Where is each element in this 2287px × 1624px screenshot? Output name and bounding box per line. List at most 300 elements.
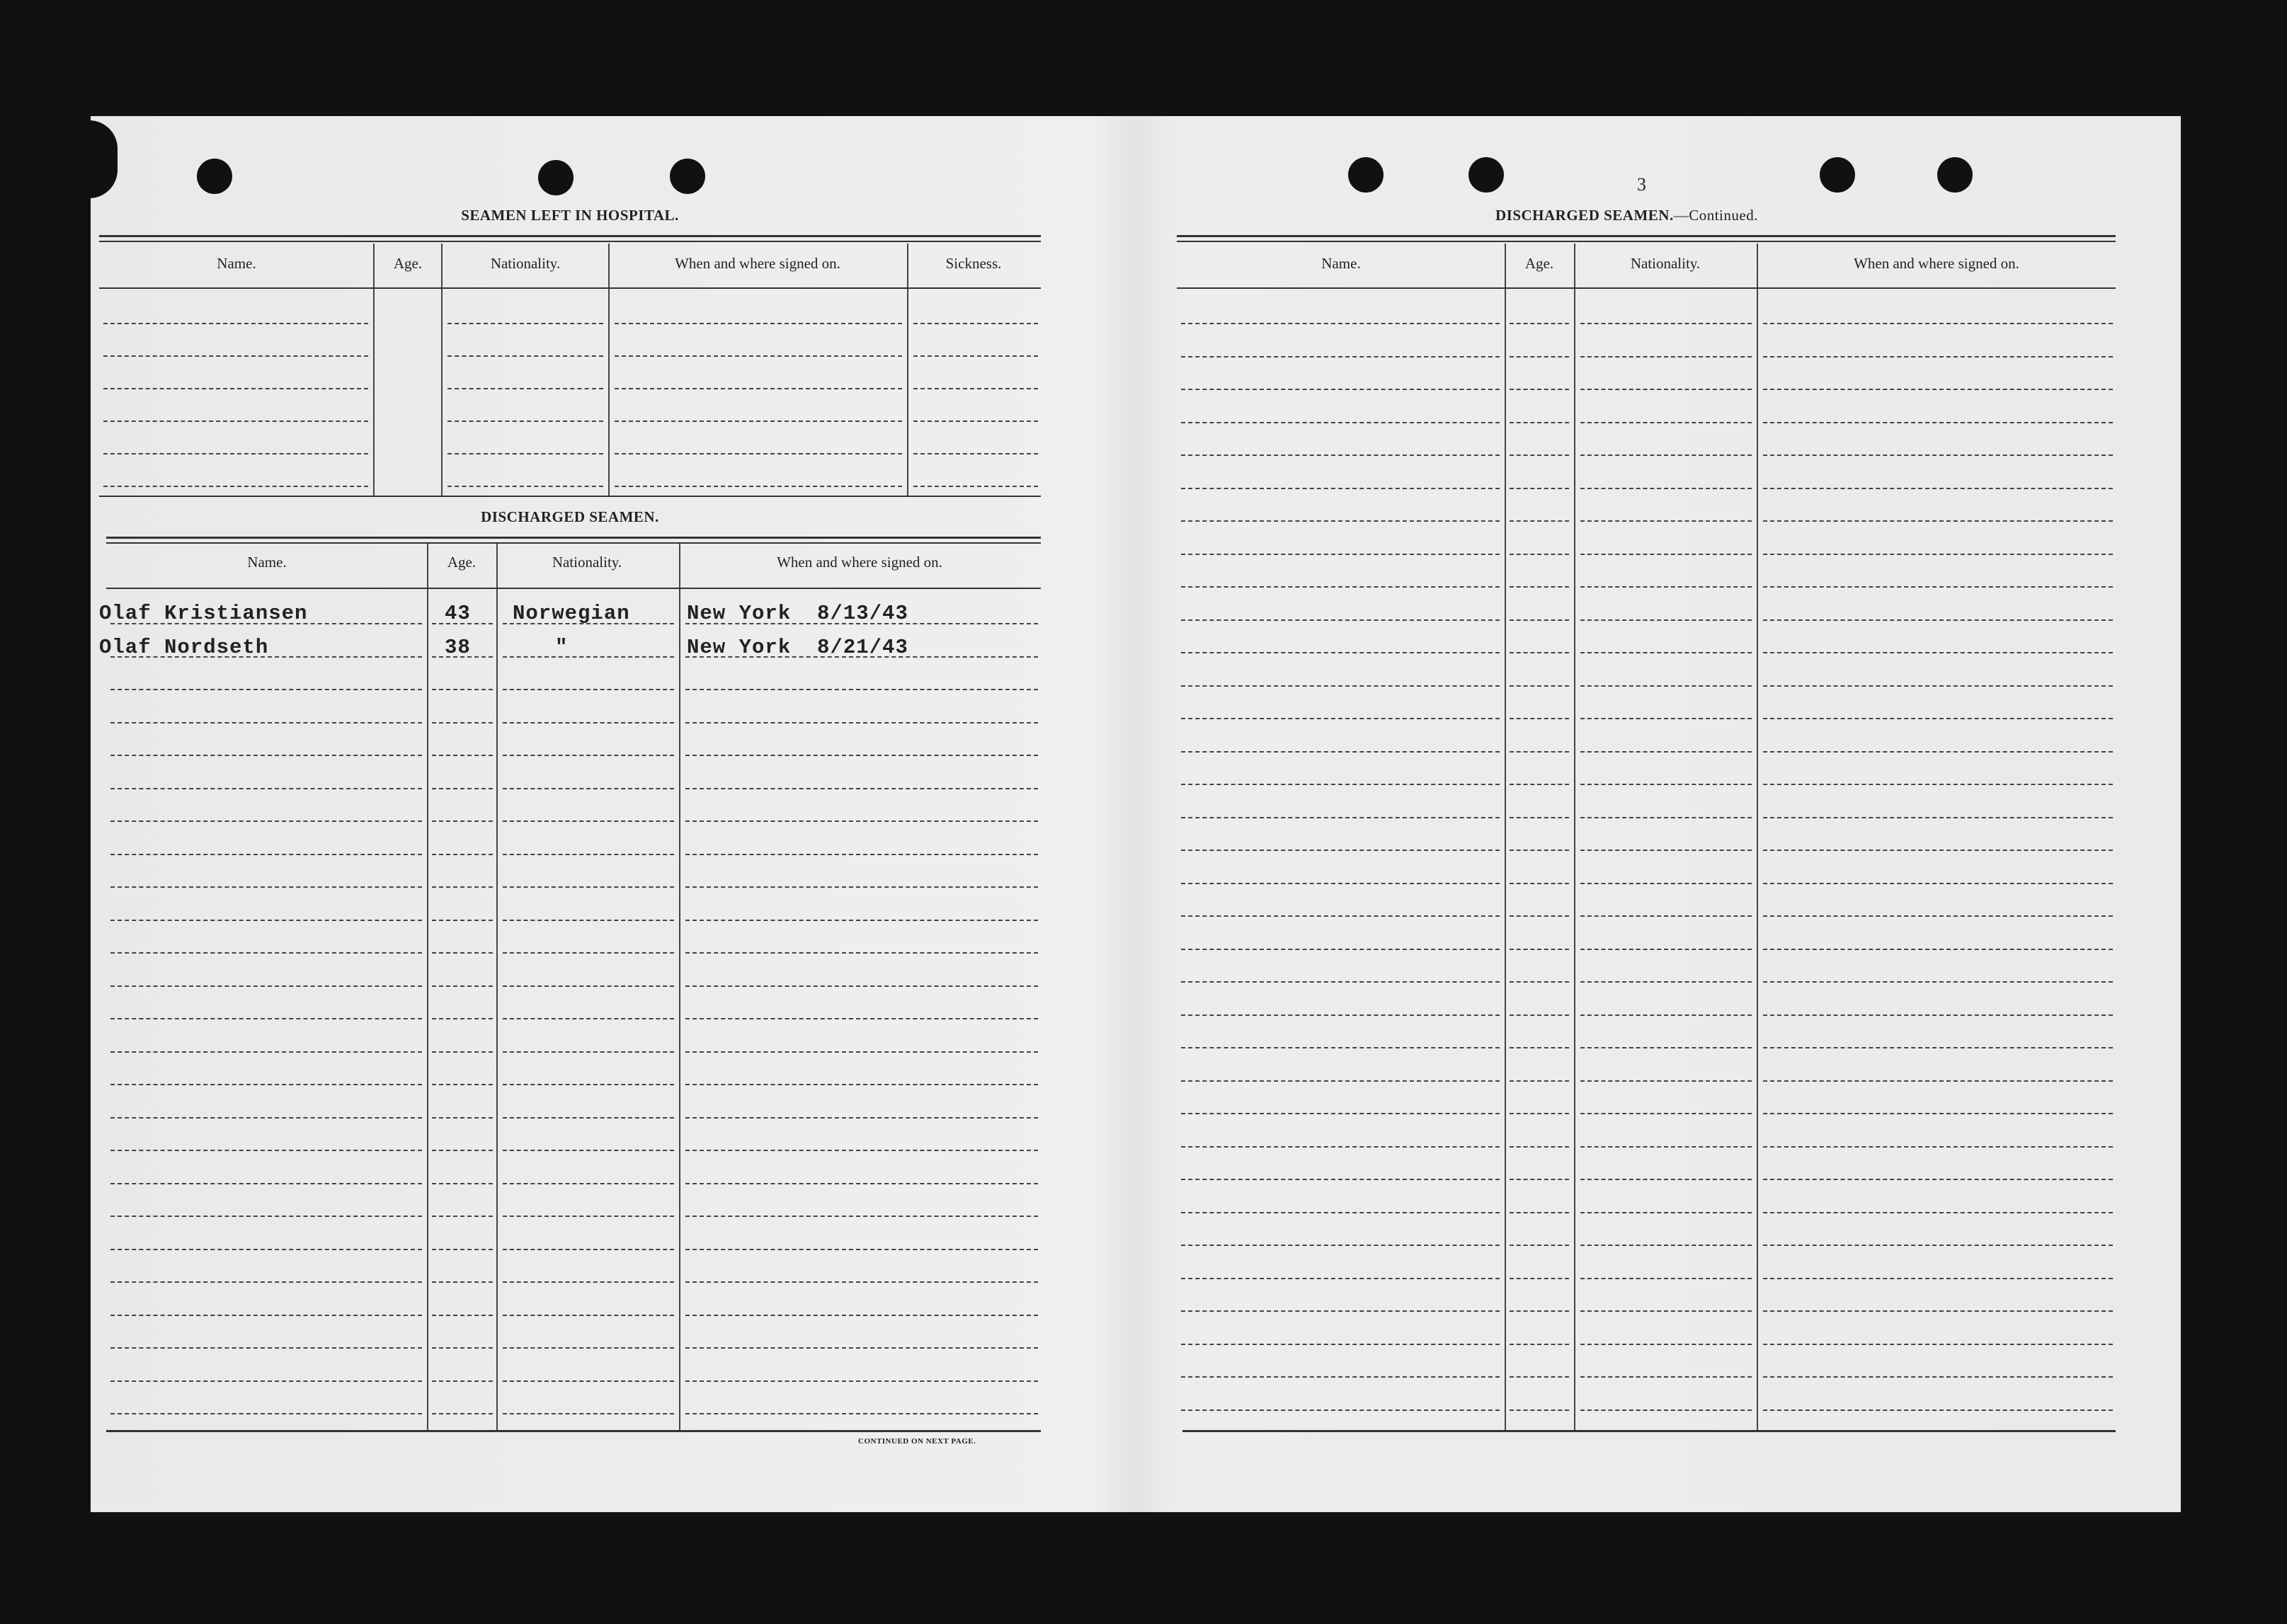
ruled-line bbox=[110, 1216, 422, 1217]
ruled-line bbox=[1510, 1376, 1569, 1378]
ruled-line bbox=[1763, 422, 2113, 423]
ruled-line bbox=[1763, 1080, 2113, 1082]
right-top-rule bbox=[1177, 241, 2116, 242]
ruled-line bbox=[503, 886, 674, 888]
ruled-line bbox=[1181, 850, 1500, 851]
ruled-line bbox=[503, 1315, 674, 1316]
ruled-line bbox=[1763, 751, 2113, 753]
column-divider bbox=[1505, 244, 1506, 1430]
ruled-line bbox=[1181, 652, 1500, 653]
punch-hole bbox=[197, 159, 232, 194]
ruled-line bbox=[432, 920, 493, 921]
ruled-line bbox=[1181, 817, 1500, 818]
ruled-line bbox=[1510, 454, 1569, 456]
discharged-header-signed-on: When and where signed on. bbox=[777, 554, 942, 571]
discharged-header-age: Age. bbox=[447, 554, 477, 571]
ruled-line bbox=[432, 1315, 493, 1316]
ruled-line bbox=[913, 323, 1038, 324]
ruled-line bbox=[110, 920, 422, 921]
ruled-line bbox=[1181, 784, 1500, 785]
ruled-line bbox=[685, 1413, 1038, 1414]
ruled-line bbox=[503, 689, 674, 690]
punch-hole bbox=[538, 160, 574, 195]
ruled-line bbox=[1763, 1212, 2113, 1213]
ruled-line bbox=[1580, 718, 1752, 719]
ruled-line bbox=[1763, 356, 2113, 358]
ruled-line bbox=[1763, 1278, 2113, 1279]
ruled-line bbox=[1580, 949, 1752, 950]
ruled-line bbox=[1510, 1014, 1569, 1016]
ruled-line bbox=[432, 1413, 493, 1414]
ruled-line bbox=[1510, 817, 1569, 818]
ruled-line bbox=[1763, 1014, 2113, 1016]
ruled-line bbox=[1580, 685, 1752, 687]
ruled-line bbox=[1181, 1409, 1500, 1411]
ruled-line bbox=[503, 1084, 674, 1085]
ruled-line bbox=[1580, 751, 1752, 753]
ruled-line bbox=[432, 854, 493, 855]
hospital-header-sickness: Sickness. bbox=[945, 255, 1002, 272]
ruled-line bbox=[110, 722, 422, 724]
ruled-line bbox=[503, 1249, 674, 1250]
seaman-signed-on: New York 8/21/43 bbox=[687, 636, 908, 659]
ruled-line bbox=[685, 1018, 1038, 1019]
ruled-line bbox=[1580, 1245, 1752, 1246]
ruled-line bbox=[103, 421, 368, 422]
ruled-line bbox=[685, 1347, 1038, 1349]
ruled-line bbox=[913, 388, 1038, 389]
ruled-line bbox=[1510, 1146, 1569, 1148]
ruled-line bbox=[1510, 1310, 1569, 1312]
ruled-line bbox=[110, 788, 422, 789]
column-divider bbox=[1574, 244, 1575, 1430]
ruled-line bbox=[432, 689, 493, 690]
ruled-line bbox=[1763, 1047, 2113, 1048]
ruled-line bbox=[1181, 323, 1500, 324]
ruled-line bbox=[103, 453, 368, 454]
ruled-line bbox=[1580, 981, 1752, 983]
ruled-line bbox=[1181, 422, 1500, 423]
ruled-line bbox=[1181, 389, 1500, 390]
hospital-bottom-rule bbox=[99, 496, 1041, 497]
ruled-line bbox=[1510, 1080, 1569, 1082]
ruled-line bbox=[1181, 1146, 1500, 1148]
ruled-line bbox=[1510, 784, 1569, 785]
ruled-line bbox=[503, 755, 674, 756]
ruled-line bbox=[503, 920, 674, 921]
ruled-line bbox=[1510, 520, 1569, 522]
ruled-line bbox=[503, 722, 674, 724]
ruled-line bbox=[1181, 488, 1500, 489]
ruled-line bbox=[110, 689, 422, 690]
right-header-age: Age. bbox=[1524, 255, 1554, 272]
discharged-top-rule bbox=[106, 537, 1041, 539]
right-header-rule bbox=[1177, 287, 2116, 289]
column-divider bbox=[373, 244, 375, 496]
column-divider bbox=[427, 544, 428, 1430]
ruled-line bbox=[1580, 1376, 1752, 1378]
ruled-line bbox=[1580, 454, 1752, 456]
ruled-line bbox=[1510, 1409, 1569, 1411]
ruled-line bbox=[685, 722, 1038, 724]
ruled-line bbox=[1580, 1014, 1752, 1016]
ruled-line bbox=[432, 755, 493, 756]
ruled-line bbox=[1580, 356, 1752, 358]
ruled-line bbox=[913, 355, 1038, 357]
ruled-line bbox=[1181, 454, 1500, 456]
ruled-line bbox=[110, 1281, 422, 1283]
ruled-line bbox=[503, 1347, 674, 1349]
column-divider bbox=[608, 244, 610, 496]
ruled-line bbox=[110, 755, 422, 756]
ruled-line bbox=[1763, 454, 2113, 456]
ruled-line bbox=[1181, 1047, 1500, 1048]
ruled-line bbox=[110, 820, 422, 822]
ruled-line bbox=[432, 788, 493, 789]
ruled-line bbox=[432, 1018, 493, 1019]
ruled-line bbox=[110, 1084, 422, 1085]
ruled-line bbox=[103, 388, 368, 389]
ruled-line bbox=[1580, 1146, 1752, 1148]
ruled-line bbox=[615, 421, 902, 422]
hospital-header-age: Age. bbox=[393, 255, 423, 272]
ruled-line bbox=[503, 1051, 674, 1053]
ruled-line bbox=[913, 421, 1038, 422]
ruled-line bbox=[1763, 488, 2113, 489]
ruled-line bbox=[1763, 915, 2113, 917]
ruled-line bbox=[503, 1018, 674, 1019]
ruled-line bbox=[432, 722, 493, 724]
ruled-line bbox=[615, 453, 902, 454]
ruled-line bbox=[1181, 356, 1500, 358]
ruled-line bbox=[447, 453, 603, 454]
ruled-line bbox=[1510, 949, 1569, 950]
ruled-line bbox=[1510, 1278, 1569, 1279]
ruled-line bbox=[1763, 817, 2113, 818]
ruled-line bbox=[1763, 1146, 2113, 1148]
ruled-line bbox=[1763, 323, 2113, 324]
punch-hole bbox=[1468, 157, 1504, 193]
ruled-line bbox=[110, 1018, 422, 1019]
ruled-line bbox=[432, 985, 493, 987]
seaman-age: 38 bbox=[445, 636, 471, 659]
ruled-line bbox=[685, 1315, 1038, 1316]
ruled-line bbox=[432, 1380, 493, 1382]
hospital-top-rule bbox=[99, 235, 1041, 237]
ruled-line bbox=[1510, 619, 1569, 621]
ruled-line bbox=[447, 486, 603, 487]
ruled-line bbox=[1181, 751, 1500, 753]
ruled-line bbox=[1181, 1376, 1500, 1378]
ruled-line bbox=[1181, 1278, 1500, 1279]
ruled-line bbox=[1763, 685, 2113, 687]
continued-note: CONTINUED ON NEXT PAGE. bbox=[858, 1437, 976, 1446]
ruled-line bbox=[1181, 1310, 1500, 1312]
ruled-line bbox=[685, 1281, 1038, 1283]
hospital-header-name: Name. bbox=[217, 255, 256, 272]
ruled-line bbox=[1510, 488, 1569, 489]
ruled-line bbox=[1580, 520, 1752, 522]
discharged-header-nationality: Nationality. bbox=[552, 554, 622, 571]
ruled-line bbox=[1510, 586, 1569, 588]
column-divider bbox=[496, 544, 498, 1430]
ruled-line bbox=[110, 1413, 422, 1414]
ruled-line bbox=[503, 1413, 674, 1414]
ruled-line bbox=[685, 1249, 1038, 1250]
ruled-line bbox=[1181, 1344, 1500, 1345]
ruled-line bbox=[615, 388, 902, 389]
ruled-line bbox=[685, 1380, 1038, 1382]
ruled-line bbox=[1763, 1376, 2113, 1378]
document-sheet bbox=[91, 116, 2181, 1512]
ruled-line bbox=[1510, 1047, 1569, 1048]
seaman-nationality: Norwegian bbox=[513, 602, 630, 625]
seaman-age: 43 bbox=[445, 602, 471, 625]
ruled-line bbox=[685, 788, 1038, 789]
ruled-line bbox=[1580, 488, 1752, 489]
column-divider bbox=[1757, 244, 1758, 1430]
ruled-line bbox=[432, 1051, 493, 1053]
ruled-line bbox=[1510, 356, 1569, 358]
ruled-line bbox=[1510, 1245, 1569, 1246]
seaman-nationality: " bbox=[555, 636, 569, 659]
punch-hole bbox=[1348, 157, 1384, 193]
ruled-line bbox=[110, 952, 422, 954]
ruled-line bbox=[1510, 751, 1569, 753]
ruled-line bbox=[110, 1117, 422, 1119]
column-divider bbox=[679, 544, 680, 1430]
column-divider bbox=[907, 244, 908, 496]
ruled-line bbox=[1763, 1113, 2113, 1114]
ruled-line bbox=[685, 1051, 1038, 1053]
right-bottom-rule bbox=[1182, 1430, 2116, 1432]
ruled-line bbox=[1763, 883, 2113, 884]
ruled-line bbox=[685, 820, 1038, 822]
ruled-line bbox=[432, 886, 493, 888]
ruled-line bbox=[1510, 1212, 1569, 1213]
ruled-line bbox=[1181, 1245, 1500, 1246]
ruled-line bbox=[1510, 554, 1569, 555]
ruled-line bbox=[1510, 915, 1569, 917]
ruled-line bbox=[615, 486, 902, 487]
ruled-line bbox=[1580, 1212, 1752, 1213]
ruled-line bbox=[110, 1183, 422, 1184]
ruled-line bbox=[432, 1150, 493, 1151]
ruled-line bbox=[685, 985, 1038, 987]
ruled-line bbox=[1763, 652, 2113, 653]
ruled-line bbox=[1763, 718, 2113, 719]
ruled-line bbox=[110, 854, 422, 855]
ruled-line bbox=[1580, 1113, 1752, 1114]
ruled-line bbox=[1181, 883, 1500, 884]
ruled-line bbox=[1580, 1344, 1752, 1345]
discharged-header-name: Name. bbox=[247, 554, 287, 571]
ruled-line bbox=[503, 820, 674, 822]
ruled-line bbox=[447, 388, 603, 389]
ruled-line bbox=[1181, 619, 1500, 621]
ruled-line bbox=[1580, 1409, 1752, 1411]
ruled-line bbox=[1580, 817, 1752, 818]
ruled-line bbox=[685, 1183, 1038, 1184]
ruled-line bbox=[1763, 784, 2113, 785]
seaman-name: Olaf Kristiansen bbox=[99, 602, 308, 625]
ruled-line bbox=[1510, 718, 1569, 719]
discharged-bottom-rule bbox=[106, 1430, 1041, 1432]
ruled-line bbox=[103, 355, 368, 357]
right-header-nationality: Nationality. bbox=[1630, 255, 1701, 272]
ruled-line bbox=[503, 1183, 674, 1184]
ruled-line bbox=[447, 323, 603, 324]
seaman-signed-on: New York 8/13/43 bbox=[687, 602, 908, 625]
ruled-line bbox=[432, 1347, 493, 1349]
ruled-line bbox=[432, 1216, 493, 1217]
ruled-line bbox=[1181, 915, 1500, 917]
ruled-line bbox=[110, 886, 422, 888]
ruled-line bbox=[1763, 1409, 2113, 1411]
discharged-top-rule bbox=[106, 542, 1041, 544]
ruled-line bbox=[1580, 1047, 1752, 1048]
hospital-header-nationality: Nationality. bbox=[490, 255, 561, 272]
discharged-section-title: DISCHARGED SEAMEN. bbox=[481, 508, 659, 525]
ruled-line bbox=[685, 886, 1038, 888]
ruled-line bbox=[503, 1117, 674, 1119]
ruled-line bbox=[1510, 1113, 1569, 1114]
ruled-line bbox=[110, 1051, 422, 1053]
ruled-line bbox=[1763, 1245, 2113, 1246]
ruled-line bbox=[1181, 718, 1500, 719]
ruled-line bbox=[1580, 652, 1752, 653]
ruled-line bbox=[1763, 1310, 2113, 1312]
ruled-line bbox=[447, 355, 603, 357]
ruled-line bbox=[1763, 981, 2113, 983]
ruled-line bbox=[503, 1216, 674, 1217]
ruled-line bbox=[1510, 883, 1569, 884]
hospital-top-rule bbox=[99, 241, 1041, 242]
ruled-line bbox=[1181, 949, 1500, 950]
ruled-line bbox=[1763, 586, 2113, 588]
ruled-line bbox=[1181, 1014, 1500, 1016]
ruled-line bbox=[1580, 883, 1752, 884]
ruled-line bbox=[1580, 422, 1752, 423]
ruled-line bbox=[1181, 1113, 1500, 1114]
continued-section-title: DISCHARGED SEAMEN.—Continued. bbox=[1495, 207, 1758, 224]
ruled-line bbox=[1763, 554, 2113, 555]
ruled-line bbox=[1510, 652, 1569, 653]
ruled-line bbox=[1181, 586, 1500, 588]
punch-hole bbox=[670, 159, 705, 194]
ruled-line bbox=[503, 656, 674, 658]
punch-hole bbox=[1820, 157, 1855, 193]
ruled-line bbox=[1510, 1344, 1569, 1345]
ruled-line bbox=[432, 1249, 493, 1250]
ruled-line bbox=[1580, 323, 1752, 324]
ruled-line bbox=[110, 985, 422, 987]
ruled-line bbox=[1580, 586, 1752, 588]
ruled-line bbox=[913, 486, 1038, 487]
ruled-line bbox=[103, 323, 368, 324]
ruled-line bbox=[1580, 389, 1752, 390]
ruled-line bbox=[1763, 850, 2113, 851]
column-divider bbox=[441, 244, 443, 496]
ruled-line bbox=[1510, 981, 1569, 983]
ruled-line bbox=[685, 920, 1038, 921]
ruled-line bbox=[503, 985, 674, 987]
ruled-line bbox=[1181, 1080, 1500, 1082]
ruled-line bbox=[685, 952, 1038, 954]
ruled-line bbox=[685, 1084, 1038, 1085]
ruled-line bbox=[1181, 981, 1500, 983]
page-number: 3 bbox=[1637, 174, 1646, 195]
ruled-line bbox=[685, 689, 1038, 690]
ruled-line bbox=[1763, 619, 2113, 621]
ruled-line bbox=[503, 952, 674, 954]
ruled-line bbox=[503, 854, 674, 855]
ruled-line bbox=[1181, 520, 1500, 522]
ruled-line bbox=[1763, 949, 2113, 950]
punch-hole bbox=[1937, 157, 1973, 193]
ruled-line bbox=[615, 323, 902, 324]
right-top-rule bbox=[1177, 235, 2116, 237]
ruled-line bbox=[685, 755, 1038, 756]
ruled-line bbox=[1510, 422, 1569, 423]
ruled-line bbox=[1763, 389, 2113, 390]
ruled-line bbox=[1763, 520, 2113, 522]
hospital-header-rule bbox=[99, 287, 1041, 289]
ruled-line bbox=[615, 355, 902, 357]
ruled-line bbox=[503, 788, 674, 789]
ruled-line bbox=[110, 1380, 422, 1382]
ruled-line bbox=[1181, 685, 1500, 687]
seaman-name: Olaf Nordseth bbox=[99, 636, 269, 659]
ruled-line bbox=[1580, 784, 1752, 785]
ruled-line bbox=[685, 1117, 1038, 1119]
ruled-line bbox=[503, 1281, 674, 1283]
ruled-line bbox=[432, 1281, 493, 1283]
ruled-line bbox=[1580, 915, 1752, 917]
ruled-line bbox=[1181, 1179, 1500, 1180]
ruled-line bbox=[1510, 850, 1569, 851]
ruled-line bbox=[103, 486, 368, 487]
ruled-line bbox=[1580, 1080, 1752, 1082]
ruled-line bbox=[685, 1216, 1038, 1217]
ruled-line bbox=[432, 952, 493, 954]
ruled-line bbox=[1510, 1179, 1569, 1180]
hospital-header-signed-on: When and where signed on. bbox=[675, 255, 840, 272]
ruled-line bbox=[432, 820, 493, 822]
ruled-line bbox=[1580, 554, 1752, 555]
ruled-line bbox=[503, 1380, 674, 1382]
ruled-line bbox=[1510, 389, 1569, 390]
ruled-line bbox=[1580, 1179, 1752, 1180]
ruled-line bbox=[1181, 554, 1500, 555]
ruled-line bbox=[685, 854, 1038, 855]
ruled-line bbox=[110, 1150, 422, 1151]
ruled-line bbox=[110, 1315, 422, 1316]
right-header-signed-on: When and where signed on. bbox=[1854, 255, 2019, 272]
ruled-line bbox=[503, 1150, 674, 1151]
ruled-line bbox=[1763, 1179, 2113, 1180]
right-header-name: Name. bbox=[1321, 255, 1361, 272]
ruled-line bbox=[110, 1347, 422, 1349]
ruled-line bbox=[913, 453, 1038, 454]
ruled-line bbox=[1510, 685, 1569, 687]
ruled-line bbox=[1580, 1310, 1752, 1312]
ruled-line bbox=[1763, 1344, 2113, 1345]
ruled-line bbox=[685, 1150, 1038, 1151]
ruled-line bbox=[432, 1117, 493, 1119]
ruled-line bbox=[1181, 1212, 1500, 1213]
ruled-line bbox=[432, 1183, 493, 1184]
